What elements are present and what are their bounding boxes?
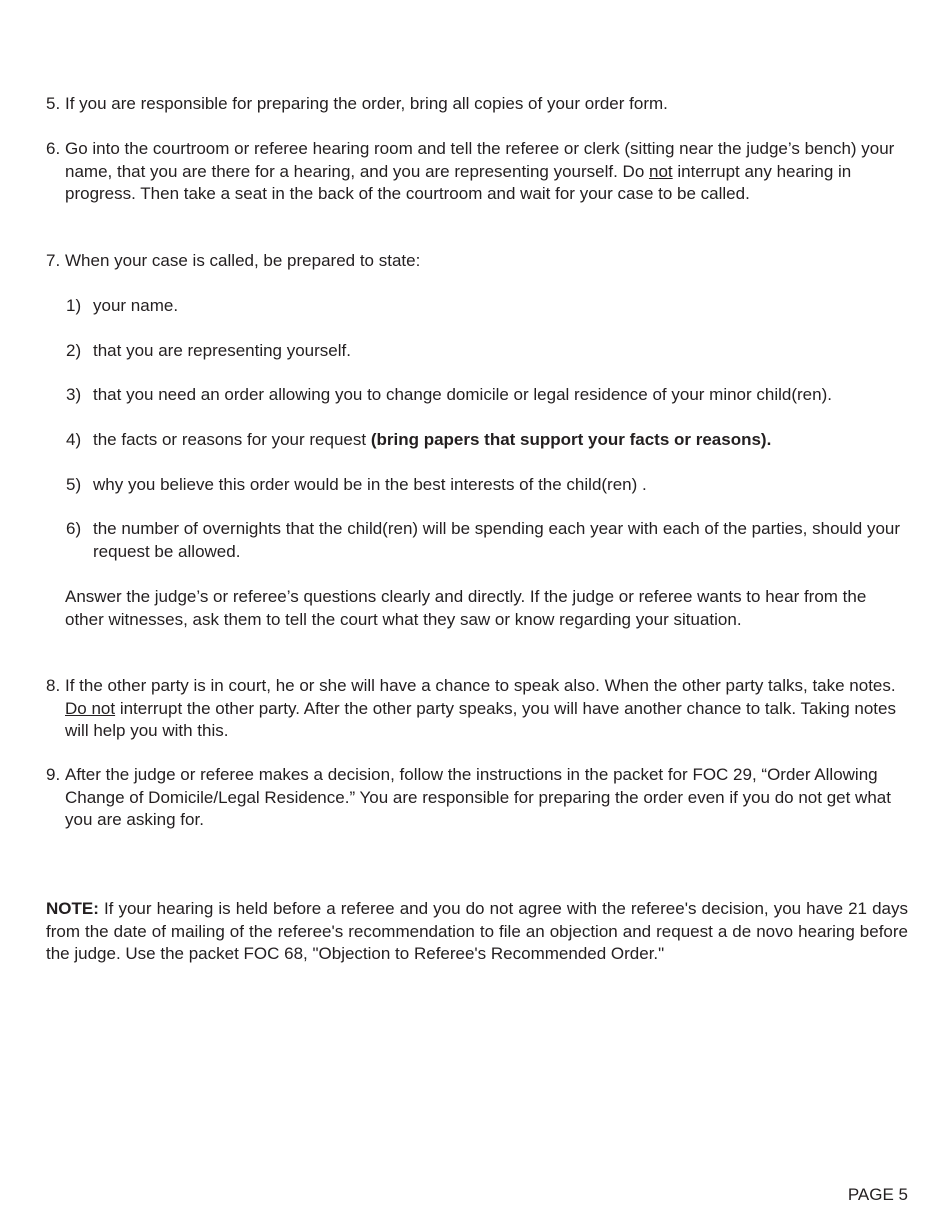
instruction-item-8: [46, 675, 916, 743]
answer-paragraph: Answer the judge’s or referee’s questions clearly and directly. If the judge or referee wants to hear from the other witnesses, ask them to tell the court what they saw or know regarding your situation.: [65, 587, 867, 629]
item-number: 6.: [46, 139, 61, 158]
bold-instruction: (bring papers that support your facts or reasons).: [370, 430, 772, 449]
list-text: your name.: [93, 296, 179, 315]
list-text: that you need an order allowing you to change domicile or legal residence of your minor child(ren).: [93, 385, 832, 404]
emphasis-not: not: [649, 161, 673, 181]
list-number: 2): [66, 341, 82, 360]
note-paragraph: [46, 898, 908, 966]
item-text: When your case is called, be prepared to state:: [65, 251, 421, 270]
list-number: 1): [66, 296, 82, 315]
item-text: If you are responsible for preparing the order, bring all copies of your order form.: [65, 94, 668, 113]
instruction-item-7: [46, 250, 916, 273]
state-list-item-6: [66, 518, 916, 563]
list-text: the facts or reasons for your request (bring papers that support your facts or reasons).: [93, 430, 772, 449]
instruction-item-9: [46, 764, 916, 832]
list-number: 4): [66, 430, 82, 449]
page-number: PAGE 5: [847, 1185, 908, 1204]
item-text: After the judge or referee makes a decision, follow the instructions in the packet for FOC 29, “Order Allowing Change of Domicile/Legal Residence.” You are responsible for preparing the order even if you do not get what you are asking for.: [65, 765, 891, 829]
item-text: Go into the courtroom or referee hearing room and tell the referee or clerk (sitting near the judge’s bench) your name, that you are there for a hearing, and you are representing yourself. Do not interrupt any hearing in progress. Then take a seat in the back of the courtroom and wait for your case to be called.: [65, 139, 895, 203]
list-text: why you believe this order would be in the best interests of the child(ren) .: [93, 475, 647, 494]
note-label: NOTE:: [46, 899, 99, 918]
instruction-item-6: [46, 138, 916, 206]
item-number: 9.: [46, 765, 61, 784]
item-number: 7.: [46, 251, 61, 270]
list-number: 5): [66, 475, 82, 494]
state-list-item-5: [66, 474, 916, 497]
state-list-item-3: [66, 384, 916, 407]
list-text: that you are representing yourself.: [93, 341, 351, 360]
list-text: the number of overnights that the child(ren) will be spending each year with each of the parties, should your request be allowed.: [93, 519, 901, 561]
item-text: If the other party is in court, he or she will have a chance to speak also. When the other party talks, take notes. Do not interrupt the other party. After the other party speaks, you will have another chance to talk. Taking notes will help you with this.: [65, 676, 896, 740]
instruction-item-5: [46, 93, 916, 116]
list-number: 6): [66, 519, 82, 538]
state-list-item-4: [66, 429, 916, 452]
item-number: 8.: [46, 676, 61, 695]
note-text: If your hearing is held before a referee and you do not agree with the referee's decision, you have 21 days from the date of mailing of the referee's recommendation to file an objection and request a de novo hearing before the judge. Use the packet FOC 68, "Objection to Referee's Recommended Order.": [46, 899, 908, 963]
item-number: 5.: [46, 94, 61, 113]
state-list-item-1: [66, 295, 916, 318]
state-list-item-2: [66, 340, 916, 363]
list-number: 3): [66, 385, 82, 404]
emphasis-do-not: Do not: [65, 698, 116, 718]
